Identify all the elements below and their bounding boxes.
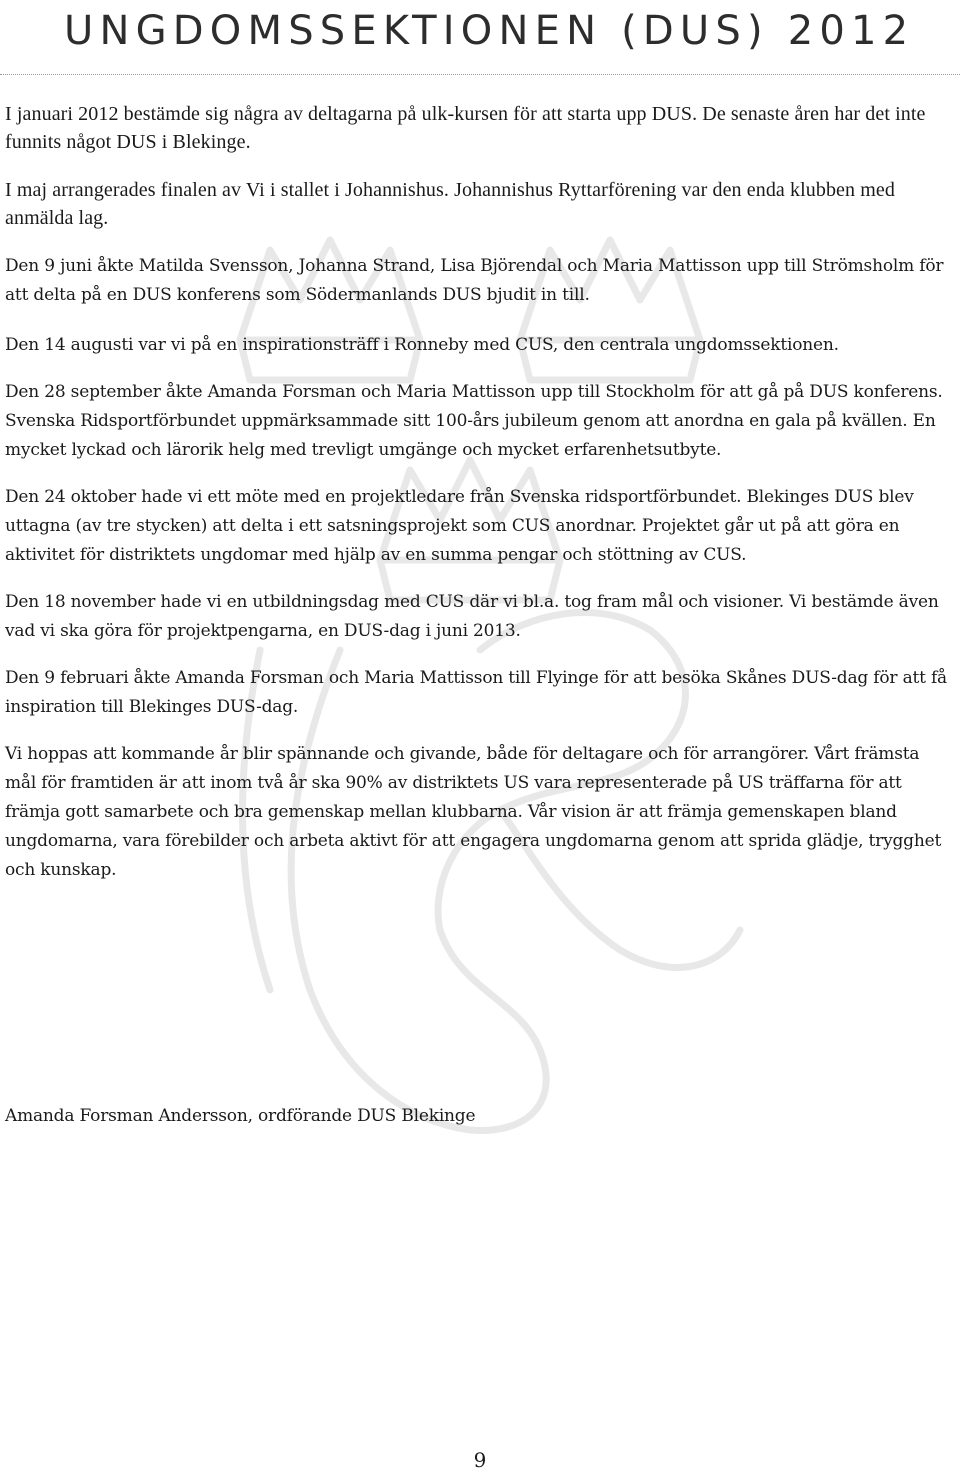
page-title: UNGDOMSSEKTIONEN (DUS) 2012 — [64, 8, 915, 54]
paragraph-october: Den 24 oktober hade vi ett möte med en projektledare från Svenska ridsportförbundet. Blekinges DUS blev uttagna (av tre stycken) att delta i ett satsningsprojekt som CUS anordnar. Projektet går ut på att göra en aktivitet för distriktets ungdomar med hjälp av en summa pengar och stöttning av CUS. — [5, 487, 914, 565]
paragraph-august: Den 14 augusti var vi på en inspirationsträff i Ronneby med CUS, den centrala ungdomssektionen. — [5, 335, 839, 355]
document-body — [5, 100, 950, 885]
paragraph-june: Den 9 juni åkte Matilda Svensson, Johanna Strand, Lisa Björendal och Maria Mattisson upp till Strömsholm för att delta på en DUS konferens som Södermanlands DUS bjudit in till. — [5, 256, 944, 305]
paragraph-january: I januari 2012 bestämde sig några av deltagarna på ulk-kursen för att starta upp DUS. De senaste åren har det inte funnits något DUS i Blekinge. — [5, 103, 926, 153]
paragraph-september: Den 28 september åkte Amanda Forsman och Maria Mattisson upp till Stockholm för att gå på DUS konferens. Svenska Ridsportförbundet uppmärksammade sitt 100-års jubileum genom att anordna en gala på kvällen. En mycket lyckad och lärorik helg med trevligt umgänge och mycket erfarenhetsutbyte. — [5, 382, 943, 460]
signature: Amanda Forsman Andersson, ordförande DUS Blekinge — [5, 1106, 476, 1126]
paragraph-vision: Vi hoppas att kommande år blir spännande och givande, både för deltagare och för arrangörer. Vårt främsta mål för framtiden är att inom två år ska 90% av distriktets US vara representerade på US träffarna för att främja gott samarbete och bra gemenskap mellan klubbarna. Vår vision är att främja gemenskapen bland ungdomarna, vara förebilder och arbeta aktivt för att engagera ungdomarna genom att sprida glädje, trygghet och kunskap. — [5, 744, 942, 880]
paragraph-may: I maj arrangerades finalen av Vi i stallet i Johannishus. Johannishus Ryttarförening var den enda klubben med anmälda lag. — [5, 179, 895, 229]
page-number: 9 — [473, 1448, 487, 1472]
page-header — [0, 0, 960, 75]
paragraph-november: Den 18 november hade vi en utbildningsdag med CUS där vi bl.a. tog fram mål och visioner. Vi bestämde även vad vi ska göra för projektpengarna, en DUS-dag i juni 2013. — [5, 592, 939, 641]
paragraph-february: Den 9 februari åkte Amanda Forsman och Maria Mattisson till Flyinge för att besöka Skånes DUS-dag för att få inspiration till Blekinges DUS-dag. — [5, 668, 947, 717]
